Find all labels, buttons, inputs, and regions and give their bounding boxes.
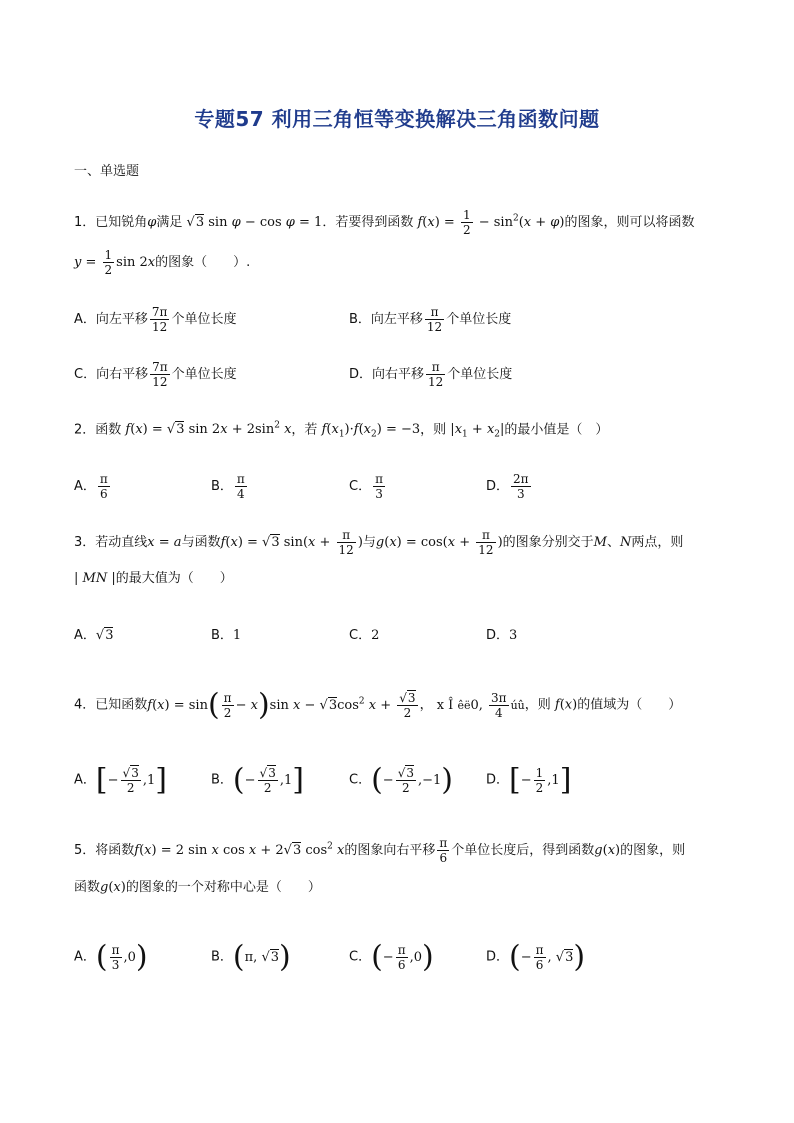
q4-option-c[interactable]: C．(− $\frac{√3}{2}$ ,−1)	[349, 762, 454, 797]
q5-lead: 5．将函数	[74, 843, 135, 858]
frac-den: 6	[100, 487, 108, 501]
question-1-line-2	[74, 248, 250, 277]
q2-condition: $f(x_1)\cdot f(x_2) = -3$	[321, 422, 421, 440]
option-label: A．	[74, 949, 96, 965]
q2-lead: 2．函数	[74, 422, 122, 438]
frac-den: 12	[428, 375, 444, 389]
q1-option-b[interactable]	[349, 305, 511, 334]
option-label: D．	[486, 628, 510, 643]
q5-option-a[interactable]: A．( $\frac{\pi}{3}$ ,0)	[74, 939, 148, 974]
option-label: C．向右平移	[74, 367, 149, 382]
option-label: C．	[349, 628, 372, 643]
option-label: D．	[486, 772, 510, 788]
q4-tail: 的值域为（ ）	[577, 697, 682, 713]
q4-option-d[interactable]: D．[− $\frac{1}{2}$ ,1]	[486, 762, 572, 797]
q1-option-c[interactable]	[74, 360, 237, 389]
q2-function: f(x) = √3 $\sin 2x + 2\sin^2$ x	[125, 421, 292, 438]
section-heading: 一、单选题	[74, 164, 140, 179]
q4-option-b[interactable]: B．(− $\frac{√3}{2}$ ,1]	[211, 762, 304, 797]
q5-function: f(x) = 2 sin x cos x + 2√3 $\cos^2 x$	[134, 841, 345, 858]
q5-line2-lead: 函数	[74, 880, 101, 895]
q1-line2-tail: 的图象（ ）.	[155, 255, 251, 270]
q3-g: g(x) = cos(x + $\frac{\pi}{12}$ )	[375, 528, 503, 557]
q2-tail: 的最小值是（ ）	[504, 422, 609, 438]
q2-option-c[interactable]	[349, 472, 387, 501]
q3-tail: 的图象分别交于	[502, 535, 594, 550]
frac-den: 12	[426, 320, 443, 334]
question-2-line-1	[74, 416, 608, 445]
q3-option-c[interactable]	[349, 626, 379, 646]
q4-option-a[interactable]: A．[− $\frac{√3}{2}$ ,1]	[74, 762, 167, 797]
q3-tail2: 两点，则	[631, 535, 684, 550]
q5-tail: 的图象，则	[620, 843, 686, 858]
option-suffix: 个单位长度	[447, 367, 513, 382]
q3-point-n: N	[619, 535, 632, 550]
q5-option-d[interactable]: D．(− $\frac{\pi}{6}$ , √3)	[486, 939, 586, 974]
q2-option-a[interactable]	[74, 472, 112, 501]
q5-line2-g: g(x)	[100, 880, 126, 895]
q3-option-b[interactable]	[211, 626, 241, 646]
option-label: B．	[211, 772, 233, 788]
question-5-line-1	[74, 836, 685, 865]
frac-num: π	[375, 472, 383, 486]
frac-den: 3	[375, 487, 383, 501]
frac-den: 12	[152, 375, 168, 389]
frac-num: π	[426, 360, 445, 375]
q2-mid2: ，则	[420, 422, 447, 438]
q2-option-d[interactable]	[486, 472, 533, 501]
q1-cond-text: 满足	[156, 215, 183, 230]
question-3-line-1	[74, 528, 683, 557]
option-label: A．向左平移	[74, 312, 148, 327]
q5-option-c[interactable]: C．(− $\frac{\pi}{6}$ ,0)	[349, 939, 434, 974]
q1-function: f(x) = $\frac{1}{2}$ − $\sin^2(x + \varphi)$	[417, 208, 565, 237]
option-label: B．	[211, 628, 233, 643]
q2-expression: $|x_1 + x_2|$	[450, 422, 505, 440]
q4-domain: x Î êë0, $\frac{3\pi}{4}$ úû	[436, 690, 525, 720]
frac-num: 2π	[513, 472, 529, 486]
q3-option-a[interactable]: A．√3	[74, 628, 114, 643]
q5-mid: 的图象向右平移	[344, 843, 436, 858]
q4-mid2: ，则	[524, 697, 551, 713]
q4-lead: 4．已知函数	[74, 697, 148, 713]
question-5-line-2	[74, 878, 321, 898]
option-label: D．向右平移	[349, 367, 425, 382]
option-label: C．	[349, 479, 372, 494]
q3-f: f(x) = √3 sin(x + $\frac{\pi}{12}$ )	[220, 528, 363, 557]
option-label: D．	[486, 949, 510, 965]
q3-mid: 与函数	[181, 535, 221, 550]
frac-num: π	[425, 305, 444, 320]
option-value: 3	[509, 628, 518, 643]
option-value: 2	[371, 628, 380, 643]
question-3-line-2	[74, 569, 233, 589]
q3-option-d[interactable]	[486, 626, 517, 646]
q1-option-d[interactable]	[349, 360, 512, 389]
frac-num: π	[236, 472, 245, 486]
q4-mid: ，	[419, 697, 433, 713]
option-label: B．向左平移	[349, 312, 423, 327]
q3-line: x = a	[147, 535, 182, 550]
option-suffix: 个单位长度	[171, 367, 237, 382]
q1-tail: 的图象，则可以将函数	[564, 215, 695, 230]
q1-condition: √3 sin φ − cos φ = 1	[186, 215, 323, 230]
frac-den: 12	[152, 320, 168, 334]
option-label: C．	[349, 772, 372, 788]
option-suffix: 个单位长度	[171, 312, 237, 327]
frac-den: 4	[237, 487, 245, 501]
option-label: C．	[349, 949, 372, 965]
q1-option-a[interactable]	[74, 305, 236, 334]
option-suffix: 个单位长度	[446, 312, 512, 327]
q5-option-b[interactable]: B．(π, √3)	[211, 939, 291, 974]
option-label: B．	[211, 949, 233, 965]
option-label: A．	[74, 772, 96, 788]
frac-num: π	[439, 836, 448, 850]
option-label: A．	[74, 628, 96, 643]
option-label: D．	[486, 479, 510, 494]
q3-mid2: 与	[362, 535, 376, 550]
q1-phi: φ	[147, 215, 157, 230]
q1-lead: 1．已知锐角	[74, 215, 148, 230]
option-label: B．	[211, 479, 233, 494]
q5-g: g(x)	[594, 843, 621, 858]
q3-mn: | MN |	[74, 571, 116, 586]
q3-sep: 、	[606, 535, 620, 550]
q1-mid: ．若要得到函数	[322, 215, 414, 230]
q2-mid: ，若	[291, 422, 318, 438]
q2-option-b[interactable]	[211, 472, 249, 501]
q3-point-m: M	[593, 535, 607, 550]
q5-line2-tail: 的图象的一个对称中心是（ ）	[125, 880, 321, 895]
q5-mid2: 个单位长度后，得到函数	[451, 843, 595, 858]
frac-den: 3	[516, 487, 525, 501]
frac-num: π	[99, 472, 108, 486]
q4-fx: f(x)	[554, 697, 578, 713]
option-label: A．	[74, 479, 96, 494]
q1-source-function: y = $\frac{1}{2}$ sin 2x	[74, 248, 156, 277]
q4-function: f(x) = sin( $\frac{\pi}{2}$ − x)sin $x - √3\cos^2$ x + $\frac{√3}{2}$	[147, 687, 416, 722]
frac-den: 6	[439, 851, 448, 865]
page-title: 专题57 利用三角恒等变换解决三角函数问题	[194, 107, 600, 131]
q3-lead: 3．若动直线	[74, 535, 148, 550]
frac-num: 7π	[151, 305, 168, 319]
question-4-line-1	[74, 687, 682, 722]
q3-line2-tail: 的最大值为（ ）	[115, 571, 233, 586]
option-value: 1	[232, 628, 242, 643]
frac-num: 7π	[152, 360, 168, 374]
question-1-line-1	[74, 208, 694, 237]
